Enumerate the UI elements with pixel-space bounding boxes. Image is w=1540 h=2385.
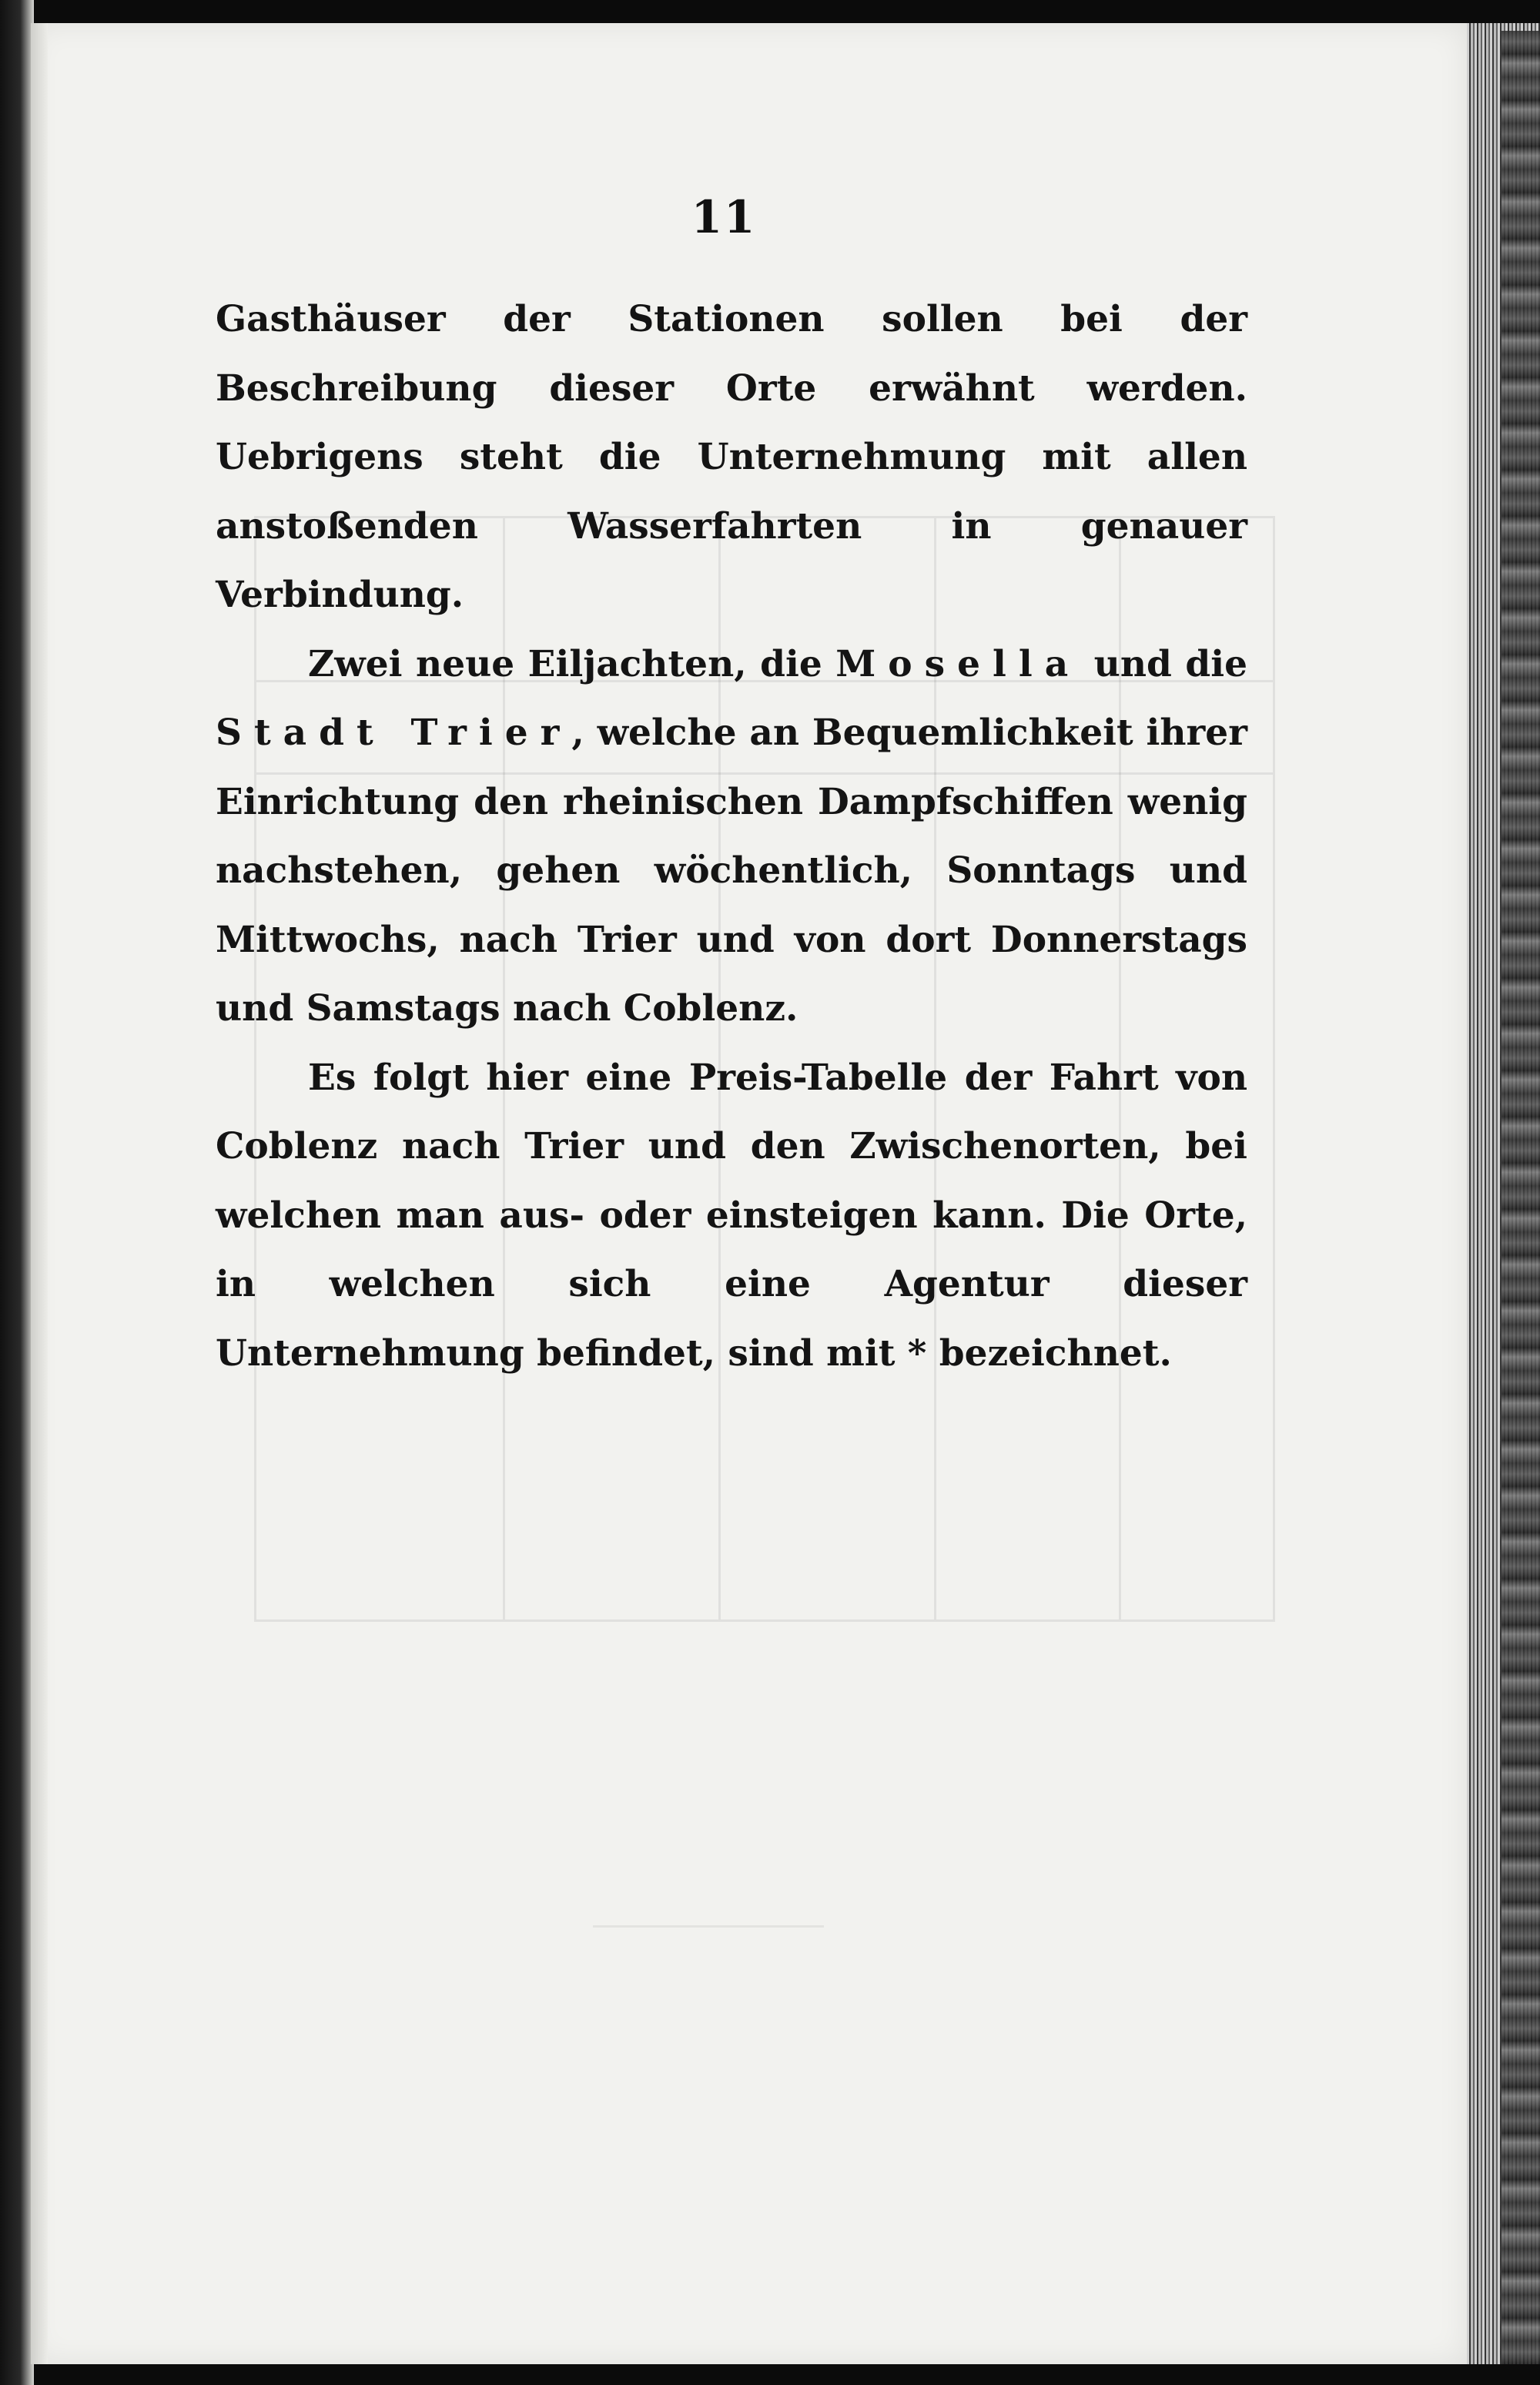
page-number: 11 bbox=[691, 191, 757, 243]
paragraph-text: Zwei neue Eiljachten, die bbox=[308, 642, 836, 685]
paragraph-text: und die bbox=[1080, 642, 1247, 685]
paragraph bbox=[216, 1043, 1247, 1388]
body-text bbox=[216, 285, 1247, 1388]
paragraph-text: Gasthäuser der Stationen sollen bei der Beschreibung dieser Orte erwähnt werden. Uebrigens steht die Unternehmung mit allen anstoßenden Wasserfahrten in genauer Verbindung. bbox=[216, 298, 1247, 616]
page-gutter bbox=[31, 23, 48, 2364]
book-cover-edge bbox=[1502, 31, 1540, 2364]
paragraph-text: Es folgt hier eine Preis-Tabelle der Fahrt von Coblenz nach Trier und den Zwischenorten, bei welchen man aus- oder einsteigen kann. Die Orte, in welchen sich eine Agentur dieser Unternehmung befindet, sind mit * bezeichnet. bbox=[216, 1056, 1247, 1375]
paragraph-text: , welche an Bequemlichkeit ihrer Einrichtung den rheinischen Dampfschiffen wenig nachstehen, gehen wöchentlich, Sonntags und Mittwochs, nach Trier und von dort Donnerstags und Samstags nach Coblenz. bbox=[216, 712, 1247, 1030]
ship-name-stadt-trier: Stadt Trier bbox=[216, 712, 572, 754]
bleed-through-rule bbox=[593, 1925, 824, 1928]
paragraph bbox=[216, 630, 1247, 1043]
book-left-edge bbox=[0, 0, 34, 2385]
ship-name-mosella: Mosella bbox=[835, 642, 1081, 685]
paragraph bbox=[216, 285, 1247, 630]
